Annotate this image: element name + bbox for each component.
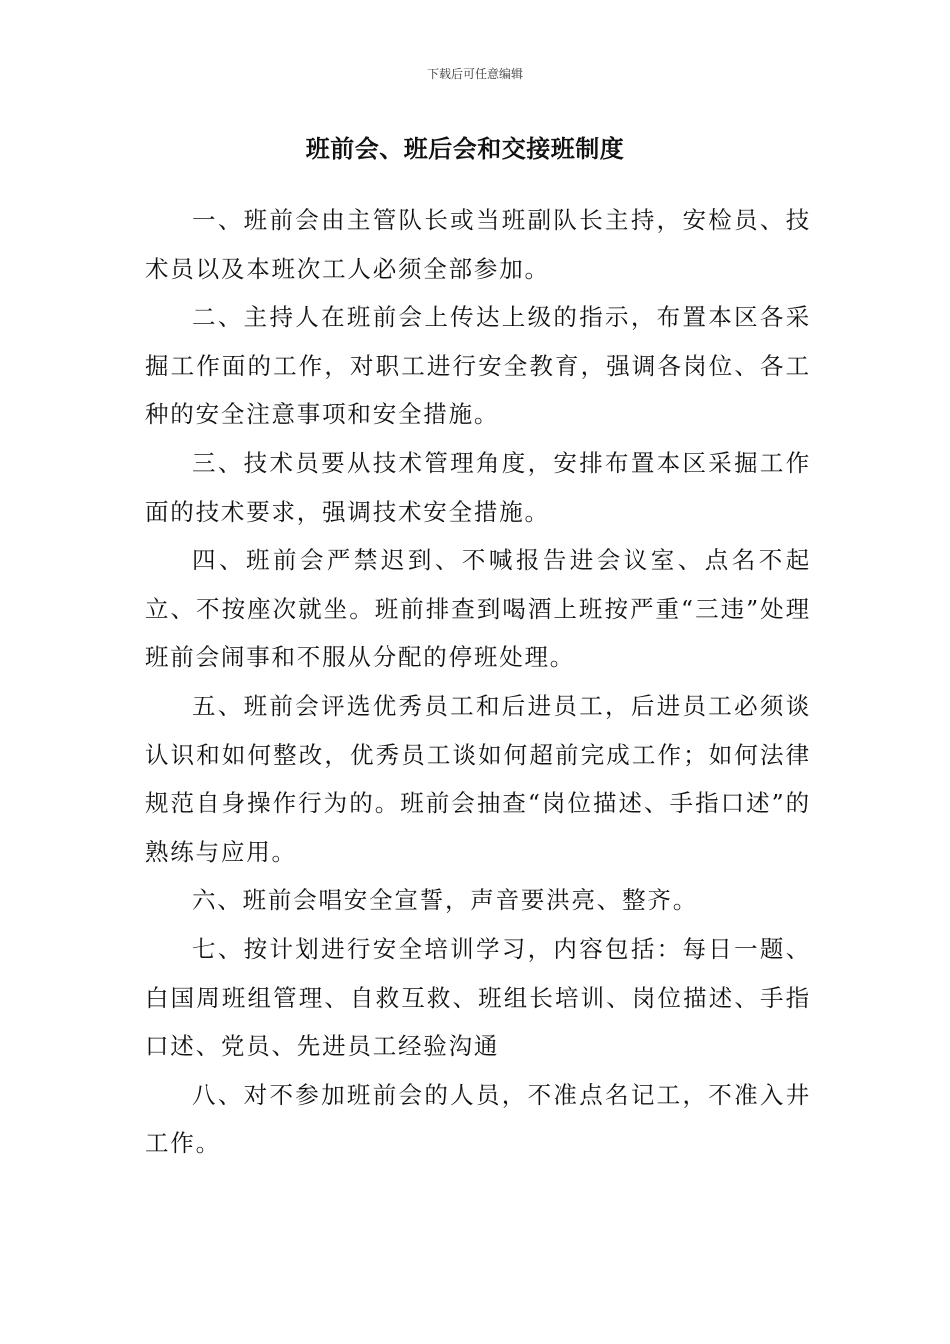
paragraph-1: 一、班前会由主管队长或当班副队长主持，安检员、技术员以及本班次工人必须全部参加。: [145, 206, 811, 283]
document-title: 班前会、班后会和交接班制度: [305, 134, 625, 163]
paragraph-5: 五、班前会评选优秀员工和后进员工，后进员工必须谈认识和如何整改，优秀员工谈如何超前完成工作；如何法律规范自身操作行为的。班前会抽查“岗位描述、手指口述”的熟练与应用。: [145, 691, 811, 866]
paragraph-7: 七、按计划进行安全培训学习，内容包括：每日一题、白国周班组管理、自救互救、班组长培训、岗位描述、手指口述、党员、先进员工经验沟通: [145, 934, 811, 1061]
paragraph-8: 八、对不参加班前会的人员，不准点名记工，不准入井工作。: [145, 1080, 811, 1158]
document-body: [145, 196, 811, 1168]
paragraph-6: 六、班前会唱安全宣誓，声音要洪亮、整齐。: [192, 886, 698, 915]
header-note: 下载后可任意编辑: [426, 67, 523, 81]
paragraph-2: 二、主持人在班前会上传达上级的指示，布置本区各采掘工作面的工作，对职工进行安全教育，强调各岗位、各工种的安全注意事项和安全措施。: [145, 303, 811, 429]
paragraph-3: 三、技术员要从技术管理角度，安排布置本区采掘工作面的技术要求，强调技术安全措施。: [145, 448, 811, 526]
paragraph-4: 四、班前会严禁迟到、不喊报告进会议室、点名不起立、不按座次就坐。班前排查到喝酒上班按严重“三违”处理班前会闹事和不服从分配的停班处理。: [145, 546, 811, 672]
